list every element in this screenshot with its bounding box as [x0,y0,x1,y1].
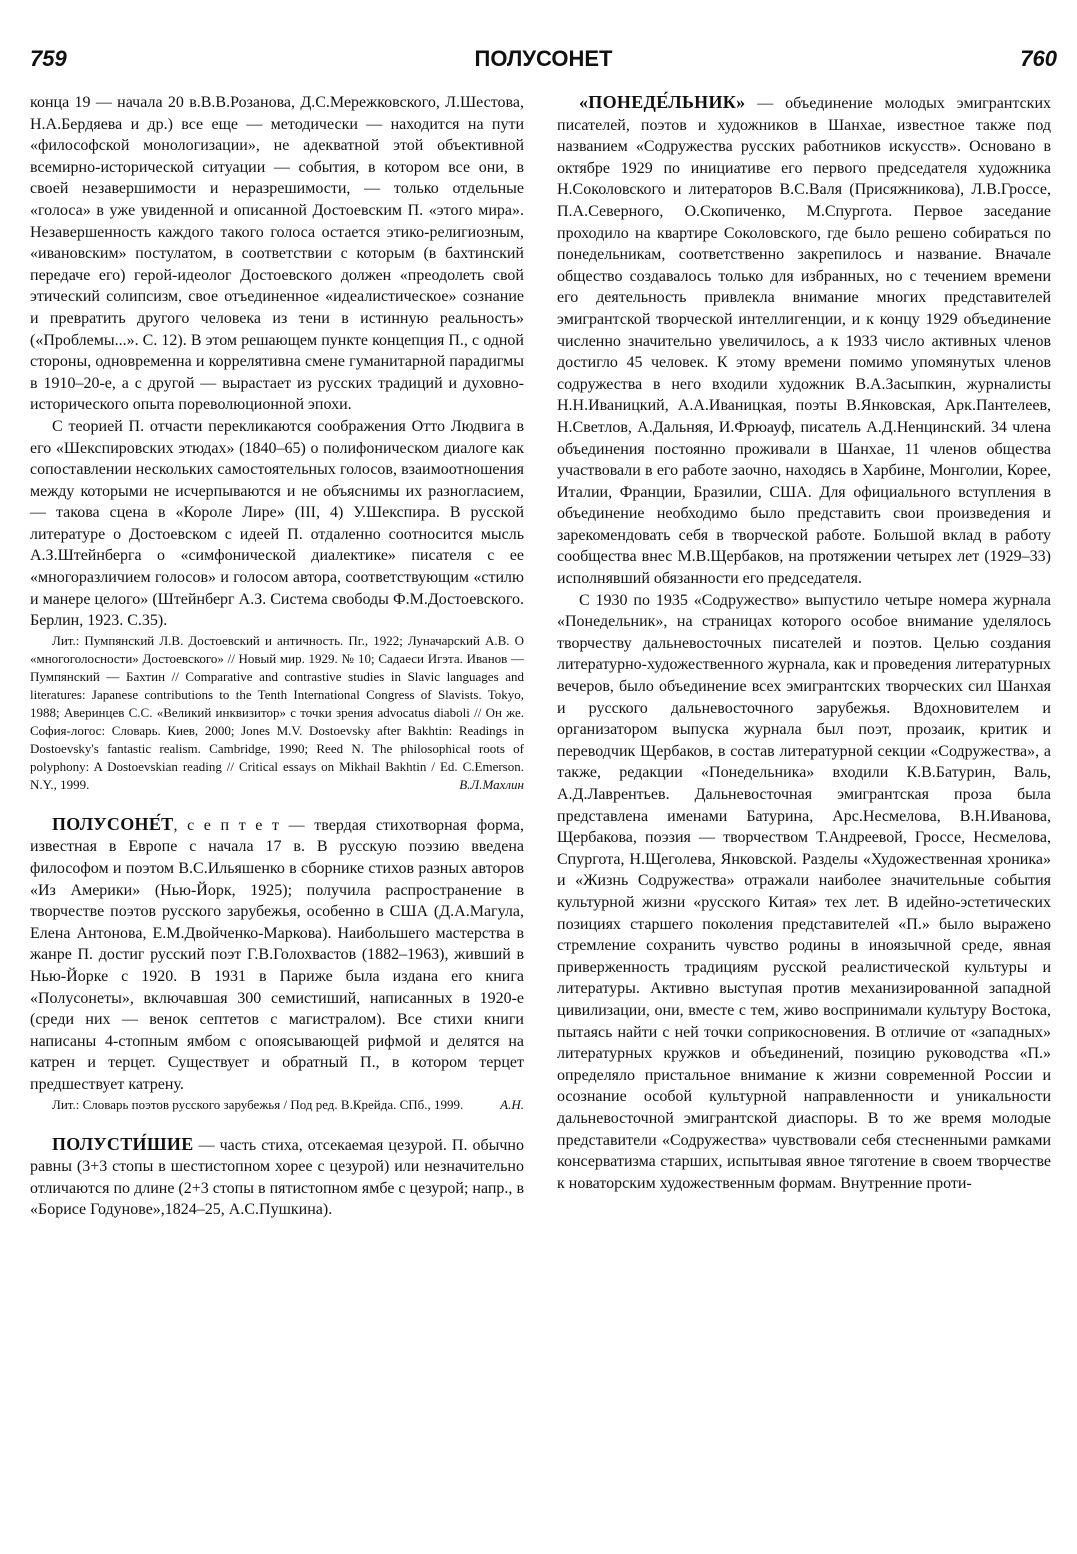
entry-polustishie [30,1134,524,1221]
paragraph: С теорией П. отчасти перекликаются соображения Отто Людвига в его «Шекспировских этюдах» (1840–65) о полифоническом диалоге как сопоставлении нескольких самостоятельных голосов, взаимоотношения между которыми не исчерпываются и не объяснимы их разногласием, — такова сцена в «Короле Лире» (III, 4) У.Шекспира. В русской литературе о Достоевском с идеей П. отдаленно соотносится мысль А.З.Штейнберга о «симфонической диалектике» писателя с ее «многоразличием голосов» и голосом автора, соответствующим «стилю и манере целого» (Штейнберг А.З. Система свободы Ф.М.Достоевского. Берлин, 1923. С.35). [30,417,524,630]
page-number-left: 759 [30,46,67,71]
entry-body: , с е п т е т — твердая стихотворная форма, известная в Европе с начала 17 в. В русскую поэзию введена философом и поэтом В.С.Ильяшенко в сборнике стихов разных авторов «Из Америки» (Нью-Йорк, 1925); получила распространение в творчестве поэтов русского зарубежья, особенно в США (Д.А.Магула, Елена Антонова, Е.М.Двойченко-Маркова). Наибольшего мастерства в жанре П. достиг русский поэт Г.В.Голохвастов (1882–1963), живший в Нью-Йорке с 1920. В 1931 в Париже была издана его книга «Полусонеты», включавшая 300 семистиший, написанных в 1920-е (среди них — венок септетов с магистралом). Все стихи книги написаны 4-стопным ямбом с опоясывающей рифмой и делятся на катрен и терцет. Существует и обратный П., в котором терцет предшествует катрену. [30,816,524,1093]
literature-note [30,632,524,794]
right-column [557,92,1051,1194]
entry-headword: «ПОНЕДЕ́ЛЬНИК» [579,92,746,112]
entry-headword: ПОЛУСТИ́ШИЕ [52,1133,194,1154]
entry-headword: ПОЛУСОНЕ́Т [52,813,174,834]
entry-text [557,92,1051,590]
entry-text [30,1134,524,1221]
author-signature: В.Л.Махлин [459,776,524,792]
paragraph: С 1930 по 1935 «Содружество» выпустило четыре номера журнала «Понедельник», на страницах которого особое внимание уделялось творчеству дальневосточных писателей и поэтов. Целью создания литературно-художественного журнала, как и проведения литературных вечеров, было объединение всех эмигрантских творческих сил Шанхая и русского дальневосточного зарубежья. Вдохновителем и организатором выпуска журнала был поэт, прозаик, критик и переводчик Щербаков, в состав литературной секции «Содружества», а также, редакции «Понедельника» входили К.В.Батурин, Валь, А.Д.Лаврентьев. Дальневосточная эмигрантская проза была представлена именами Батурина, Арс.Несмелова, В.Н.Иванова, Щербакова, поэзия — творчеством Т.Андреевой, Гроссе, Несмелова, Спургота, Н.Щеголева, Янковской. Разделы «Художественная хроника» и «Жизнь Содружества» отражали наиболее значительные события культурной жизни «русского Китая» тех лет. В идейно-эстетических позициях старшего поколения представителей «П.» было выражено стремление сохранить чувство родины в иноязычной среде, явная приверженность традициям русской реалистической культуры и литературы. Активно выступая против механизированной западной цивилизации, они, вместе с тем, живо воспринимали культуру Востока, пытаясь найти с ней точки соприкосновения. В отличие от «западных» литературных кружков и объединений, позицию руководства «П.» определяло пристальное внимание к жизни современной России и осознание особой культурной направленности и уникальности дальневосточной эмигрантской диаспоры. В то же время молодые представители «Содружества» чувствовали себя стесненными рамками консерватизма старших, испытывая явное тяготение в своем творчестве к новаторским художественным формам. Внутренние проти- [557,591,1051,1192]
entry-text [30,814,524,1096]
page-header [30,46,1057,86]
literature-text: Лит.: Пумпянский Л.В. Достоевский и античность. Пг., 1922; Луначарский А.В. О «многоголосности» Достоевского» // Новый мир. 1929. № 10; Садаеси Игэта. Иванов — Пумпянский — Бахтин // Comparative and contrastive studies in Slavic languages and literatures: Japanese contributions to the Tenth International Congress of Slavists. Tokyo, 1988; Аверинцев С.С. «Великий инквизитор» с точки зрения advocatus diaboli // Он же. София-логос: Словарь. Киев, 2000; Jones M.V. Dostoevsky after Bakhtin: Readings in Dostoevsky's fantastic realism. Cambridge, 1990; Reed N. The philosophical roots of polyphony: A Dostoevskian reading // Critical essays on Mikhail Bakhtin / Ed. C.Emerson. N.Y., 1999. [30,632,524,792]
literature-text: Лит.: Словарь поэтов русского зарубежья / Под ред. В.Крейда. СПб., 1999. [52,1096,464,1112]
literature-note [30,1096,524,1114]
page-number-right: 760 [1020,46,1057,71]
entry-polusonet [30,814,524,1114]
paragraph: конца 19 — начала 20 в.В.В.Розанова, Д.С.Мережковского, Л.Шестова, Н.А.Бердяева и др.) все еще — методически — находится на пути «философской монологизации», не адекватной этой объективной всемирно-исторической ситуации — события, в котором все они, в своей незавершимости и неразрешимости, — только отдельные «голоса» в уже увиденной и описанной Достоевским П. «этого мира». Незавершенность каждого такого голоса остается этико-религиозным, «ивановским» постулатом, в соответствии с которым (в бахтинский передаче его) герой-идеолог Достоевского должен «преодолеть свой этический солипсизм, свое отъединенное «идеалистическое» сознание и превратить другого человека из тени в истинную реальность» («Проблемы...». С. 12). В этом решающем пункте концепция П., с одной стороны, одновременна и коррелятивна смене гуманитарной парадигмы в 1910–20-е, а с другой — вырастает из русских традиций и духовно-исторического опыта пореволюционной эпохи. [30,94,524,414]
entry-body: — объединение молодых эмигрантских писателей, поэтов и художников в Шанхае, известное также под названием «Содружества русских работников искусств». Основано в октябре 1929 по инициативе его первого председателя художника Н.Соколовского и литераторов В.С.Валя (Присяжникова), Л.В.Гроссе, П.А.Северного, О.Скопиченко, М.Спургота. Первое заседание проходило на квартире Соколовского, где было решено собираться по понедельникам, соответственно закрепилось и название. Вначале общество создавалось только для избранных, но с течением времени его деятельность привлекла внимание многих представителей эмигрантской творческой интеллигенции, и к концу 1929 объединение численно значительно увеличилось, а к 1933 число активных членов достигло 45 человек. К этому времени помимо упомянутых членов содружества в него входили художник В.А.Засыпкин, журналисты Н.Н.Иваницкий, А.А.Иваницкая, поэты В.Янковская, Арк.Пантелеев, Н.Светлов, А.Дальняя, И.Фрюауф, писатель А.Д.Ненцинский. 34 члена объединения постоянно проживали в Шанхае, 11 членов общества участвовали в его работе заочно, находясь в Харбине, Монголии, Корее, Италии, Франции, Бразилии, США. Для официального вступления в объединение необходимо было представить свои произведения и зарекомендовать себя в творческой работе. Большой вклад в работу сообщества внес М.В.Щербаков, на протяжении четырех лет (1929–33) исполнявший обязанности его председателя. [557,95,1051,588]
running-title: ПОЛУСОНЕТ [474,46,613,71]
left-column [30,92,524,1221]
author-signature: А.Н. [500,1096,524,1112]
entry-body: — часть стиха, отсекаемая цезурой. П. обычно равны (3+3 стопы в шестистопном хорее с цезурой) или незначительно отличаются по длине (2+3 стопы в пятистопном ямбе с цезурой; напр., в «Борисе Годунове»,1824–25, А.С.Пушкина). [30,1136,524,1219]
